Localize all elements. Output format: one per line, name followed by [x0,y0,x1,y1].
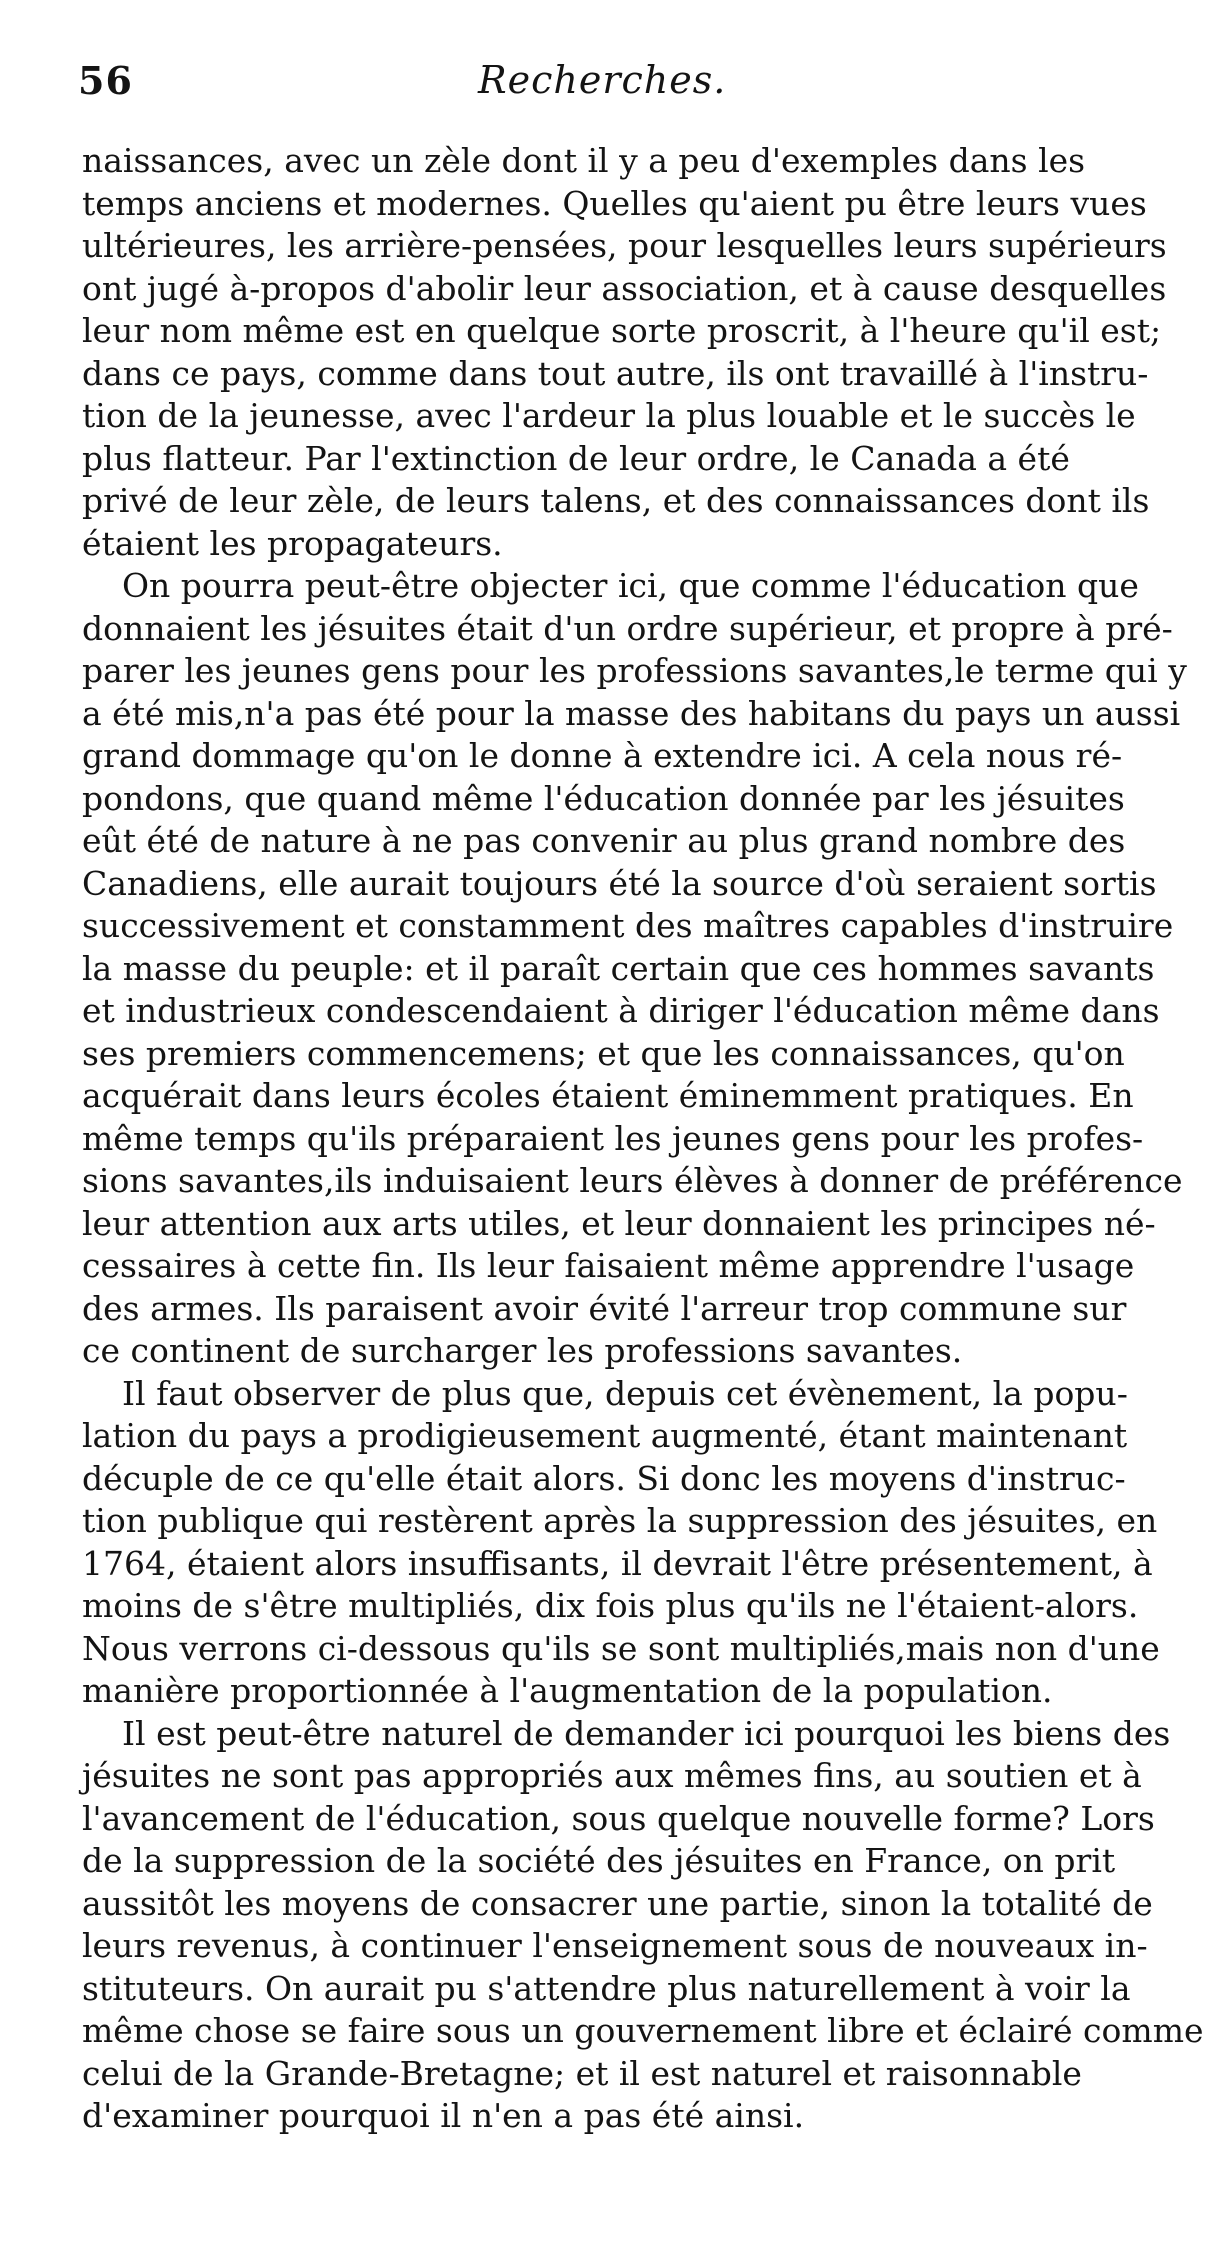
paragraph-start-line: On pourra peut-être objecter ici, que comme l'éducation que [122,566,1139,605]
text-line: celui de la Grande-Bretagne; et il est naturel et raisonnable [82,2053,1082,2093]
text-line: leurs revenus, à continuer l'enseignement sous de nouveaux in- [82,1926,1148,1965]
text-line: 1764, étaient alors insuffisants, il devrait l'être présentement, à [82,1543,1153,1583]
text-line: acquérait dans leurs écoles étaient éminemment pratiques. En [82,1076,1134,1115]
running-head [78,58,1118,118]
text-line: et industrieux condescendaient à diriger l'éducation même dans [82,991,1160,1030]
text-line: plus flatteur. Par l'extinction de leur ordre, le Canada a été [82,438,1070,478]
text-line: leur attention aux arts utiles, et leur donnaient les principes né- [82,1203,1156,1243]
text-line: cessaires à cette fin. Ils leur faisaient même apprendre l'usage [82,1246,1135,1285]
running-title: Recherches. [478,58,727,102]
text-line: donnaient les jésuites était d'un ordre supérieur, et propre à pré- [82,608,1173,648]
text-line: grand dommage qu'on le donne à extendre ici. A cela nous ré- [82,736,1123,775]
text-line: temps anciens et modernes. Quelles qu'aient pu être leurs vues [82,183,1147,223]
text-line: leur nom même est en quelque sorte proscrit, à l'heure qu'il est; [82,311,1162,350]
text-line: tion publique qui restèrent après la suppression des jésuites, en [82,1501,1158,1540]
page-number: 56 [78,58,133,103]
text-line: Nous verrons ci-dessous qu'ils se sont multipliés,mais non d'une [82,1628,1160,1668]
text-line: eût été de nature à ne pas convenir au plus grand nombre des [82,821,1126,860]
text-line: tion de la jeunesse, avec l'ardeur la plus louable et le succès le [82,396,1136,435]
text-line: des armes. Ils paraisent avoir évité l'arreur trop commune sur [82,1288,1127,1328]
text-line: ce continent de surcharger les professions savantes. [82,1331,963,1370]
text-line: stituteurs. On aurait pu s'attendre plus naturellement à voir la [82,1968,1131,2008]
text-line: l'avancement de l'éducation, sous quelque nouvelle forme? Lors [82,1798,1155,1838]
text-line: ont jugé à-propos d'abolir leur association, et à cause desquelles [82,268,1167,308]
text-line: étaient les propagateurs. [82,523,503,563]
text-line: successivement et constamment des maîtres capables d'instruire [82,906,1174,945]
text-line: même temps qu'ils préparaient les jeunes gens pour les profes- [82,1118,1144,1158]
text-line: dans ce pays, comme dans tout autre, ils ont travaillé à l'instru- [82,353,1149,393]
text-line: aussitôt les moyens de consacrer une partie, sinon la totalité de [82,1883,1153,1923]
text-line: de la suppression de la société des jésuites en France, on prit [82,1841,1116,1880]
text-line: jésuites ne sont pas appropriés aux mêmes fins, au soutien et à [82,1756,1142,1795]
text-line: décuple de ce qu'elle était alors. Si donc les moyens d'instruc- [82,1458,1126,1498]
text-line: Canadiens, elle aurait toujours été la source d'où seraient sortis [82,863,1157,903]
text-line: manière proportionnée à l'augmentation de la population. [82,1671,1053,1710]
paragraph-start-line: Il faut observer de plus que, depuis cet évènement, la popu- [122,1373,1128,1413]
text-line: d'examiner pourquoi il n'en a pas été ainsi. [82,2096,805,2135]
text-line: même chose se faire sous un gouvernement libre et éclairé comme [82,2011,1204,2050]
text-line: moins de s'être multipliés, dix fois plus qu'ils ne l'étaient-alors. [82,1586,1139,1625]
text-line: lation du pays a prodigieusement augmenté, étant maintenant [82,1416,1128,1455]
text-line: sions savantes,ils induisaient leurs élèves à donner de préférence [82,1161,1183,1200]
text-line: ses premiers commencemens; et que les connaissances, qu'on [82,1033,1125,1073]
text-line: privé de leur zèle, de leurs talens, et des connaissances dont ils [82,481,1150,520]
body-text [82,140,1204,2138]
text-line: la masse du peuple: et il paraît certain que ces hommes savants [82,948,1155,988]
text-line: parer les jeunes gens pour les professions savantes,le terme qui y [82,651,1187,690]
text-line: a été mis,n'a pas été pour la masse des habitans du pays un aussi [82,693,1181,733]
text-line: ultérieures, les arrière-pensées, pour lesquelles leurs supérieurs [82,226,1167,265]
text-line: naissances, avec un zèle dont il y a peu d'exemples dans les [82,141,1086,180]
text-line: pondons, que quand même l'éducation donnée par les jésuites [82,778,1125,818]
paragraph-start-line: Il est peut-être naturel de demander ici pourquoi les biens des [122,1713,1171,1753]
